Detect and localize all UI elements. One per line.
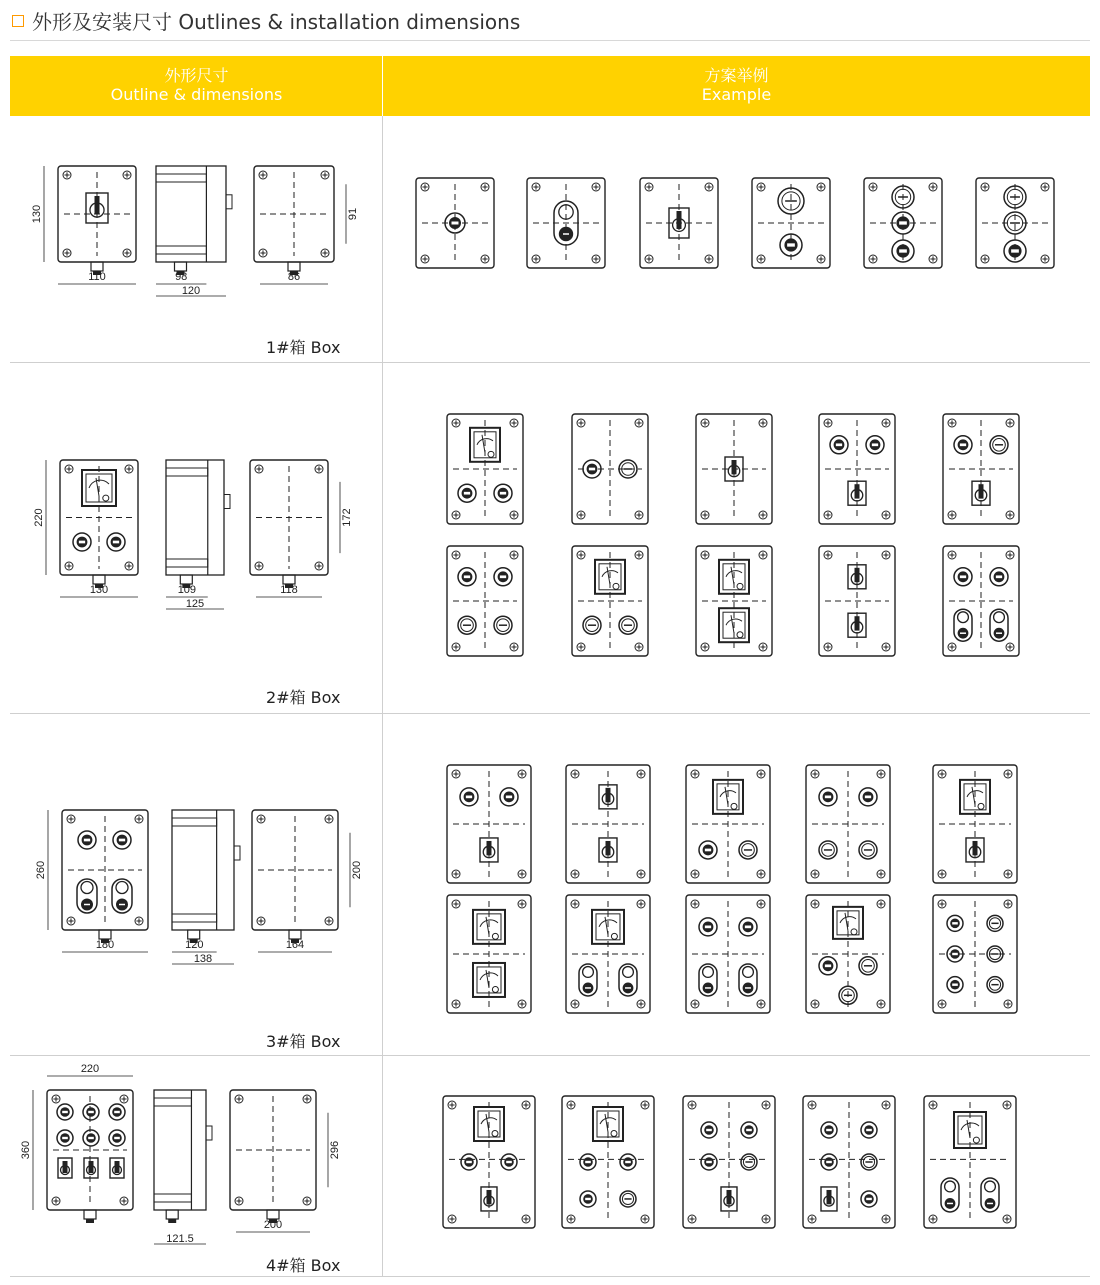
dimension-label: 138: [193, 953, 213, 965]
enclosure-example: [443, 1096, 535, 1228]
enclosure-example: [686, 765, 770, 883]
dimension-label: 260: [35, 860, 47, 880]
enclosure-example: [976, 178, 1054, 268]
dimension-label: 360: [20, 1140, 32, 1160]
cable-gland: [267, 1210, 279, 1219]
enclosure-example: [566, 765, 650, 883]
side-view: [166, 460, 230, 575]
enclosure-example: [806, 895, 890, 1013]
enclosure-example: [640, 178, 718, 268]
enclosure-example: [416, 178, 494, 268]
dimension-label: 120: [181, 285, 201, 297]
side-view: [156, 166, 232, 262]
section-title-text: 外形及安装尺寸 Outlines & installation dimensions: [32, 10, 521, 34]
enclosure-example: [447, 765, 531, 883]
dimension-label: 296: [329, 1140, 341, 1160]
cable-gland: [188, 930, 200, 939]
cable-gland: [175, 262, 187, 271]
enclosure-example: [252, 810, 338, 930]
enclosure-example: [447, 546, 523, 656]
cable-gland: [180, 575, 192, 584]
enclosure-example: [683, 1096, 775, 1228]
enclosure-example: [696, 546, 772, 656]
enclosure-example: [803, 1096, 895, 1228]
enclosure-example: [819, 414, 895, 524]
cable-gland: [93, 575, 105, 584]
enclosure-example: [58, 166, 136, 262]
header-example-en: Example: [701, 85, 772, 104]
side-view: [154, 1090, 212, 1210]
enclosure-example: [752, 178, 830, 268]
dimension-label: 118: [280, 584, 298, 596]
enclosure-example: [47, 1090, 133, 1210]
enclosure-example: [60, 460, 138, 575]
enclosure-example: [696, 414, 772, 524]
cable-gland: [99, 930, 111, 939]
enclosure-example: [254, 166, 334, 262]
box-label: 4#箱 Box: [266, 1256, 341, 1275]
dimension-label: 164: [285, 939, 305, 951]
dimension-label: 109: [177, 584, 197, 596]
dimension-label: 110: [88, 271, 106, 283]
dimension-label: 130: [89, 584, 109, 596]
enclosure-example: [250, 460, 328, 575]
dimension-label: 200: [263, 1219, 283, 1231]
enclosure-example: [447, 414, 523, 524]
cable-gland: [84, 1210, 96, 1219]
dimension-label: 220: [80, 1063, 100, 1075]
dimension-label: 220: [33, 508, 45, 527]
enclosure-example: [527, 178, 605, 268]
dimension-label: 180: [95, 939, 115, 951]
dimension-label: 86: [287, 271, 301, 283]
cable-gland: [288, 262, 300, 271]
dimension-label: 120: [185, 939, 204, 951]
box-label: 2#箱 Box: [266, 688, 341, 707]
enclosure-example: [686, 895, 770, 1013]
enclosure-example: [566, 895, 650, 1013]
dimension-label: 91: [347, 207, 359, 221]
enclosure-example: [447, 895, 531, 1013]
enclosure-example: [62, 810, 148, 930]
header-outline-en: Outline & dimensions: [110, 85, 283, 104]
enclosure-example: [864, 178, 942, 268]
dimension-label: 125: [185, 598, 205, 610]
cable-gland: [166, 1210, 178, 1219]
dimension-label: 98: [175, 271, 188, 283]
header-outline-cn: 外形尺寸: [164, 66, 229, 85]
header-example-cn: 方案举例: [704, 66, 769, 85]
cable-gland: [283, 575, 295, 584]
dimension-label: 200: [351, 860, 363, 880]
enclosure-example: [572, 546, 648, 656]
cable-gland: [91, 262, 103, 271]
enclosure-example: [562, 1096, 654, 1228]
enclosure-example: [924, 1096, 1016, 1228]
enclosure-example: [943, 414, 1019, 524]
enclosure-example: [230, 1090, 316, 1210]
enclosure-example: [806, 765, 890, 883]
side-view: [172, 810, 240, 930]
dimension-label: 172: [341, 508, 353, 527]
box-label: 3#箱 Box: [266, 1032, 341, 1051]
enclosure-example: [572, 414, 648, 524]
dimension-label: 121.5: [166, 1233, 194, 1245]
box-label: 1#箱 Box: [266, 338, 341, 357]
enclosure-example: [943, 546, 1019, 656]
enclosure-example: [933, 765, 1017, 883]
dimension-label: 130: [31, 204, 43, 224]
enclosure-example: [819, 546, 895, 656]
cable-gland: [289, 930, 301, 939]
enclosure-example: [933, 895, 1017, 1013]
